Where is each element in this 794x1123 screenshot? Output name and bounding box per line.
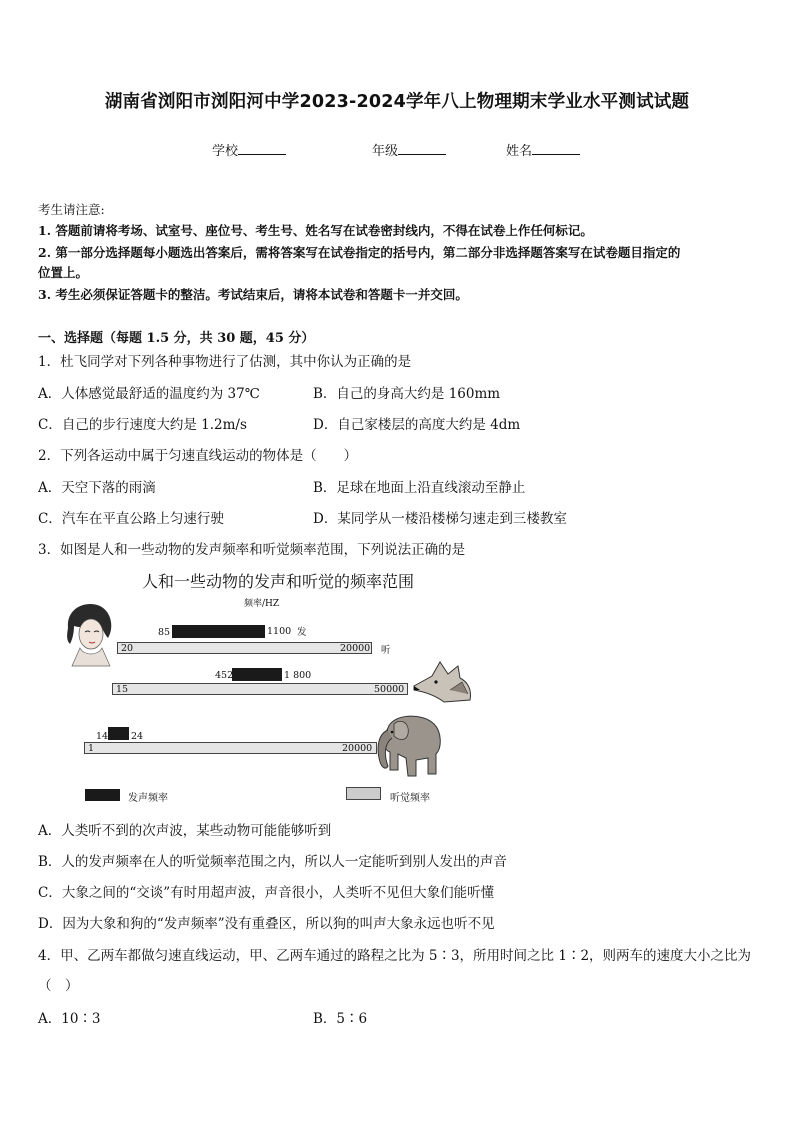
- dog-head: [410, 660, 476, 706]
- dog-speak-high: 1 800: [284, 670, 312, 681]
- q4-option-a: A．10∶3: [38, 1011, 101, 1027]
- elephant-illustration: [370, 708, 446, 780]
- figure-title: 人和一些动物的发声和听觉的频率范围: [142, 572, 415, 591]
- elephant-hear-low: 1: [88, 743, 95, 754]
- q1-option-c: C．自己的步行速度大约是 1.2m/s: [38, 417, 247, 433]
- q2-option-a: A．天空下落的雨滴: [38, 480, 156, 496]
- elephant-hear-high: 20000: [342, 743, 373, 754]
- question-1-stem: 1．杜飞同学对下列各种事物进行了估测，其中你认为正确的是: [38, 354, 412, 370]
- q3-option-d: D．因为大象和狗的“发声频率”没有重叠区，所以狗的叫声大象永远也听不见: [38, 916, 495, 932]
- legend-hear-swatch: [346, 787, 381, 800]
- question-4-stem-cont: （ ）: [38, 978, 79, 994]
- q2-option-c: C．汽车在平直公路上匀速行驶: [38, 511, 224, 527]
- human-speak-label: 发: [297, 627, 307, 638]
- human-speak-high: 1100: [267, 626, 292, 637]
- q3-option-b: B．人的发声频率在人的听觉频率范围之内，所以人一定能听到别人发出的声音: [38, 854, 507, 870]
- q1-option-a: A．人体感觉最舒适的温度约为 37℃: [38, 386, 260, 402]
- q1-option-d: D．自己家楼层的高度大约是 4dm: [313, 417, 521, 433]
- question-4-stem: 4．甲、乙两车都做匀速直线运动，甲、乙两车通过的路程之比为 5∶3，所用时间之比 1∶2，则两车的速度大小之比为: [38, 948, 752, 964]
- notice-item-1: 1. 答题前请将考场、试室号、座位号、考生号、姓名写在试卷密封线内，不得在试卷上作任何标记。: [38, 223, 593, 238]
- legend-speak-swatch: [85, 789, 120, 801]
- elephant-speak-low: 14: [96, 731, 109, 742]
- dog-hear-high: 50000: [374, 684, 405, 695]
- q3-option-a: A．人类听不到的次声波，某些动物可能能够听到: [38, 823, 332, 839]
- figure-unit: 频率/HZ: [244, 599, 280, 609]
- page-title: 湖南省浏阳市浏阳河中学2023-2024学年八上物理期末学业水平测试试题: [104, 92, 690, 112]
- question-3-stem: 3．如图是人和一些动物的发声频率和听觉频率范围，下列说法正确的是: [38, 542, 466, 558]
- human-hear-high: 20000: [340, 643, 371, 654]
- elephant-hear-bar: [84, 742, 377, 754]
- q4-option-b: B．5∶6: [313, 1011, 368, 1027]
- dog-speak-low: 452: [215, 670, 234, 681]
- q1-option-b: B．自己的身高大约是 160mm: [313, 386, 501, 402]
- q2-option-d: D．某同学从一楼沿楼梯匀速走到三楼教室: [313, 511, 567, 527]
- human-speak-low: 85: [158, 627, 171, 638]
- notice-item-2-cont: 位置上。: [38, 265, 89, 280]
- grade-field: 年级: [372, 140, 446, 159]
- school-field: 学校: [212, 140, 286, 159]
- q2-option-b: B．足球在地面上沿直线滚动至静止: [313, 480, 526, 496]
- question-2-stem: 2．下列各运动中属于匀速直线运动的物体是（ ）: [38, 448, 358, 464]
- notice-item-2: 2. 第一部分选择题每小题选出答案后，需将答案写在试卷指定的括号内，第二部分非选择题答案写在试卷题目指定的: [38, 245, 681, 260]
- elephant-speak-bar: [108, 727, 129, 740]
- notice-item-3: 3. 考生必须保证答题卡的整洁。考试结束后，请将本试卷和答题卡一并交回。: [38, 287, 468, 302]
- notice-heading: 考生请注意:: [38, 202, 105, 217]
- legend-hear-label: 听觉频率: [390, 793, 430, 804]
- human-hear-label: 听: [381, 645, 391, 656]
- name-field: 姓名: [506, 140, 580, 159]
- human-portrait: [58, 598, 118, 668]
- human-hear-bar: [117, 642, 372, 654]
- q3-option-c: C．大象之间的“交谈”有时用超声波，声音很小，人类听不见但大象们能听懂: [38, 885, 495, 901]
- human-speak-bar: [172, 625, 265, 638]
- human-hear-low: 20: [121, 643, 134, 654]
- dog-hear-bar: [112, 683, 408, 695]
- dog-speak-bar: [232, 668, 282, 681]
- section-title: 一、选择题（每题 1.5 分，共 30 题，45 分）: [38, 331, 315, 346]
- dog-hear-low: 15: [116, 684, 129, 695]
- elephant-speak-high: 24: [131, 731, 144, 742]
- legend-speak-label: 发声频率: [128, 793, 168, 804]
